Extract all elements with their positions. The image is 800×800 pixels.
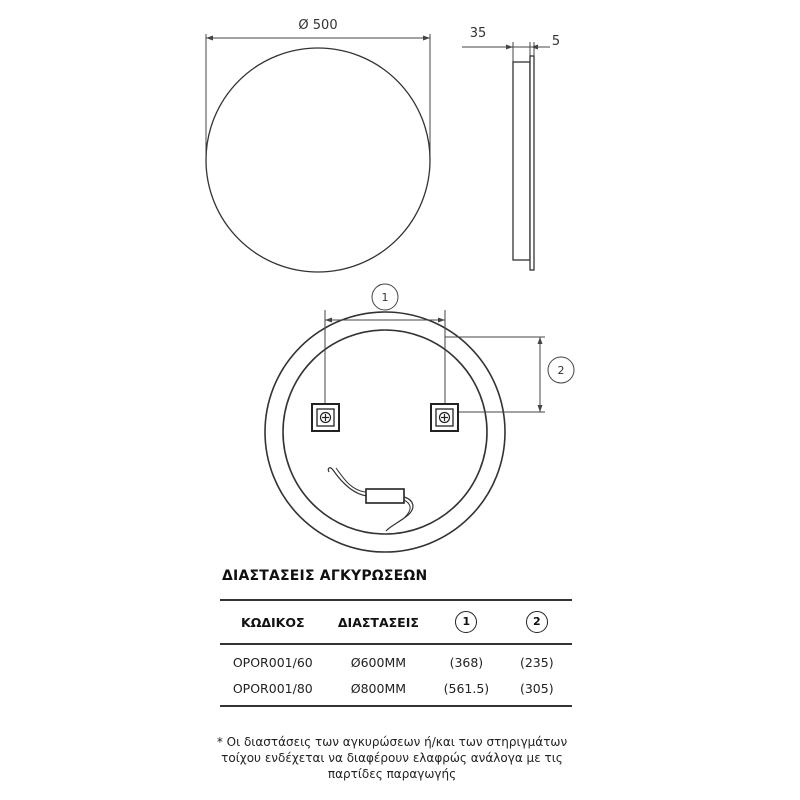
header-code: ΚΩΔΙΚΟΣ [220,601,326,644]
cell-col1: (561.5) [443,680,490,696]
cell-dimensions: Ø600MM [350,654,407,670]
diameter-arrow-right [423,36,430,41]
dim2-arrow-bottom [538,405,543,412]
wall-bracket-right [431,404,458,431]
dim1-arrow-right [438,318,445,323]
cell-col2: (305) [519,680,554,696]
mirror-side-body [513,62,530,260]
wall-bracket-left [312,404,339,431]
diameter-arrow-left [206,36,213,41]
front-view [206,18,430,272]
mirror-side-glass [530,56,534,270]
depth-label: 35 [469,26,487,41]
header-marker-1: 1 [455,611,477,633]
header-col2 [502,601,572,644]
led-driver [328,468,413,531]
cell-code: OPOR001/60 [232,654,313,670]
table-row [220,675,572,705]
header-col1 [431,601,501,644]
footnote: * Οι διαστάσεις των αγκυρώσεων ή/και των στηριγμάτων τοίχου ενδέχεται να διαφέρουν ελαφρώς ανάλογα με τις παρτίδες παραγωγής [216,735,568,781]
table-row [220,644,572,675]
depth-arrow [506,45,513,50]
mirror-front-outline [206,48,430,272]
mounting-dimensions-table [220,599,572,707]
marker-1-number: 1 [381,291,389,304]
cell-dimensions: Ø800MM [350,680,407,696]
diameter-label: Ø 500 [298,18,338,33]
header-dimensions: ΔΙΑΣΤΑΣΕΙΣ [326,601,432,644]
cell-col2: (235) [519,654,554,670]
marker-2-number: 2 [557,364,565,377]
header-marker-2: 2 [526,611,548,633]
side-view [462,26,560,270]
thickness-label: 5 [551,34,561,49]
cell-col1: (368) [449,654,484,670]
mounting-dimensions-title: ΔΙΑΣΤΑΣΕΙΣ ΑΓΚΥΡΩΣΕΩΝ [222,568,428,584]
dim2-arrow-top [538,337,543,344]
mirror-back-outer [265,312,505,552]
mounting-view [265,284,574,552]
cell-code: OPOR001/80 [232,680,313,696]
table-header-row [220,601,572,644]
dim1-arrow-left [325,318,332,323]
